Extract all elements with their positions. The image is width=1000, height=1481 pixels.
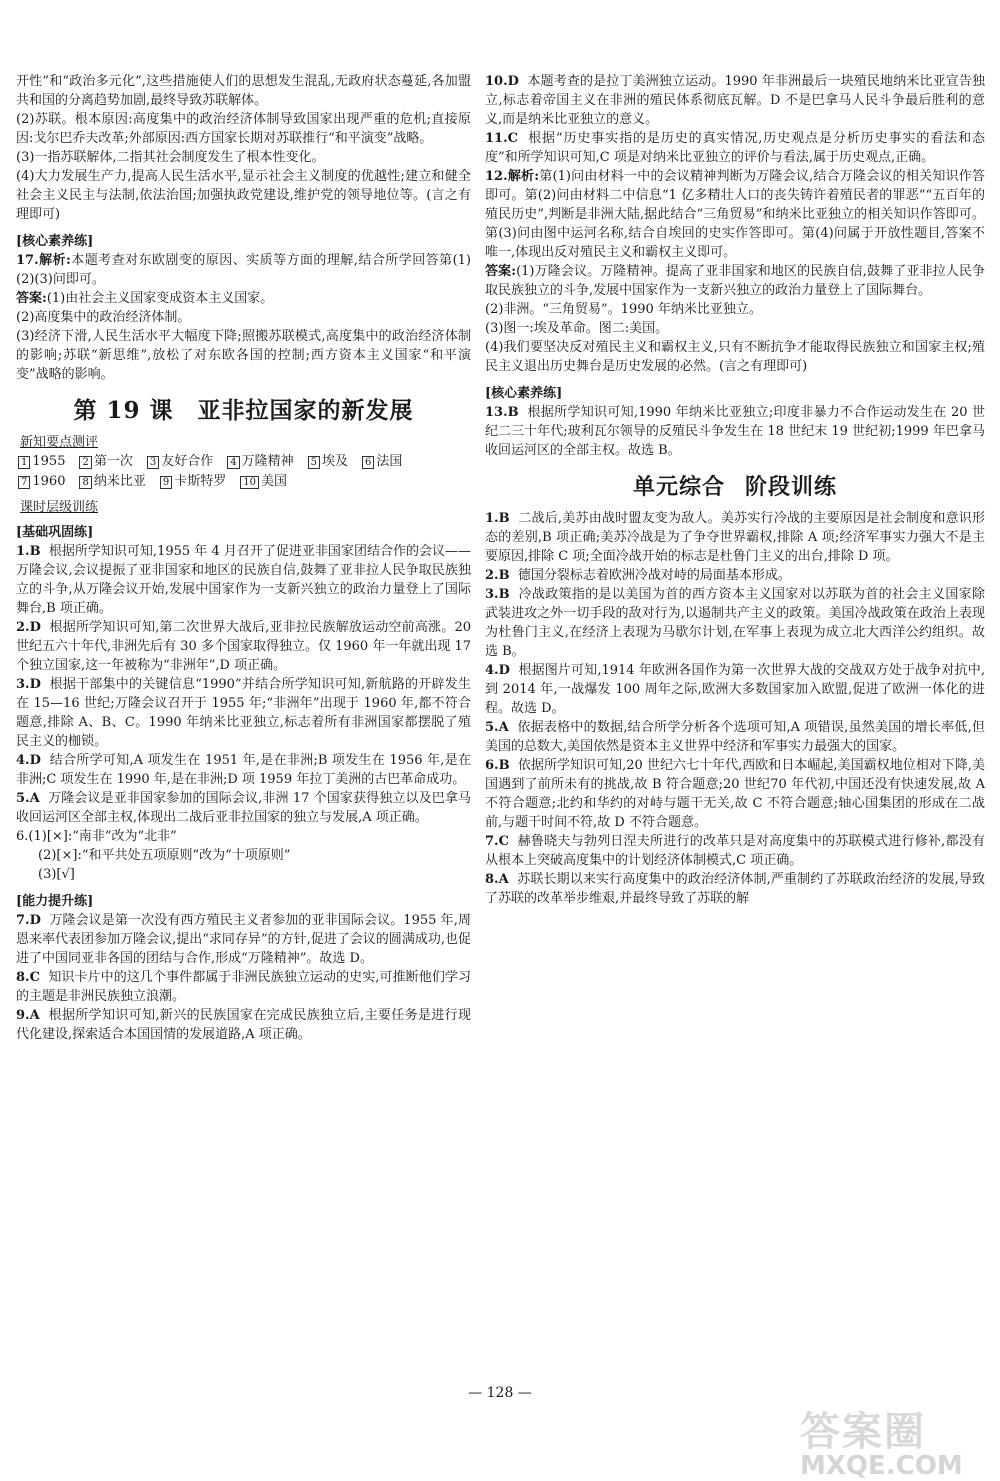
subsection-label: 课时层级训练: [20, 500, 99, 515]
paragraph: (2)苏联。根本原因:高度集中的政治经济体制导致国家出现严重的危机;直接原因:戈尔巴乔夫改革;外部原因:西方国家长期对苏联推行“和平演变”战略。: [16, 112, 471, 146]
question-item: 2.D 根据所学知识可知,第二次世界大战后,亚非拉民族解放运动空前高涨。20 世纪五六十年代,非洲先后有 30 多个国家取得独立。仅 1960 年一年就出现 17 个独立国家,这一年被称为“非洲年”,D 项正确。: [16, 620, 472, 673]
question-item: 4.D 结合所学可知,A 项发生在 1951 年,是在非洲;B 项发生在 1956 年,是在非洲;C 项发生在 1990 年,是在非洲;D 项 1959 年拉丁美洲的古巴革命成功。: [16, 753, 471, 787]
page-number: — 128 —: [468, 1385, 532, 1401]
keyword-item: 4 万隆精神: [227, 452, 293, 472]
unit-title: 单元综合 阶段训练: [632, 474, 838, 500]
keyword-item: 9 卡斯特罗: [160, 472, 226, 492]
keyword-item: 5 埃及: [308, 452, 348, 472]
answer-text: (1)由社会主义国家变成资本主义国家。: [46, 291, 274, 306]
question-item: 5.A 依据表格中的数据,结合所学分析各个选项可知,A 项错误,虽然美国的增长率低,但美国的总数大,美国依然是资本主义世界中经济和军事实力最强大的国家。: [485, 720, 985, 754]
keyword-item: 2 第一次: [79, 452, 132, 472]
question-text: 本题考查对东欧剧变的原因、实质等方面的理解,结合所学回答第(1)(2)(3)问即可。: [16, 253, 471, 287]
answer-line: (3)经济下滑,人民生活水平大幅度下降;照搬苏联模式,高度集中的政治经济体制的影响;苏联“新思维”,放松了对东欧各国的控制;西方资本主义国家“和平演变”战略的影响。: [16, 329, 471, 382]
lesson-name: 亚非拉国家的新发展: [197, 397, 414, 424]
answer-line: (2)非洲。“三角贸易”。1990 年纳米比亚独立。: [485, 302, 762, 317]
question-item: 9.A 根据所学知识可知,新兴的民族国家在完成民族独立后,主要任务是进行现代化建设,探索适合本国国情的发展道路,A 项正确。: [16, 1008, 472, 1042]
subsection-label: 新知要点测评: [20, 435, 99, 450]
answer-line: 答案:(1)万隆会议。万隆精神。提高了亚非国家和地区的民族自信,鼓舞了亚非拉人民争取民族独立的斗争,发展中国家作为一支新兴独立的政治力量登上了国际舞台。: [485, 264, 985, 298]
watermark-logo: [800, 1400, 990, 1481]
question-number: 17.: [16, 253, 39, 268]
keyword-item: 3 友好合作: [147, 452, 213, 472]
question-item: 7.D 万隆会议是第一次没有西方殖民主义者参加的亚非国际会议。1955 年,周恩来率代表团参加万隆会议,提出“求同存异”的方针,促进了会议的圆满成功,也促进了中国同亚非各国的团结与合作,形成“万隆精神”。故选 D。: [16, 913, 471, 966]
question-item: 8.C 知识卡片中的这几个事件都属于非洲民族独立运动的史实,可推断他们学习的主题是非洲民族独立浪潮。: [16, 970, 471, 1004]
question-item: 12.解析:第(1)问由材料一中的会议精神判断为万隆会议,结合万隆会议的相关知识作答即可。第(2)问由材料二中信息“1 亿多精壮人口的丧失铸许着殖民者的罪恶”“五百年的殖民历史”,判断是非洲大陆,据此结合“三角贸易”和纳米比亚独立的相关知识作答即可。第(3)问由图中运河名称,结合自埃回的史实作答即可。第(4)问属于开放性题目,答案不唯一,体现出反对殖民主义和霸权主义即可。: [485, 169, 985, 260]
paragraph: (3)一指苏联解体,二指其社会制度发生了根本性变化。: [16, 150, 325, 165]
question-item: 1.B 根据所学知识可知,1955 年 4 月召开了促进亚非国家团结合作的会议——万隆会议,会议提振了亚非国家和地区的民族自信,鼓舞了亚非拉人民争取民族独立的斗争,从万隆会议开始,发展中国家作为一支新兴独立的政治力量登上了国际舞台,B 项正确。: [16, 544, 472, 616]
left-column: [16, 72, 471, 1044]
question-item: (3)[√]: [38, 867, 75, 882]
question-item: 3.B 冷战政策指的是以美国为首的西方资本主义国家对以苏联为首的社会主义国家除武装进攻之外一切手段的敌对行为,以遏制共产主义的政策。美国冷战政策在政治上表现为杜鲁门主义,在经济上表现为马歇尔计划,在军事上表现为成立北大西洋公约组织。故选 B。: [485, 587, 985, 659]
question-item: 6.(1)[×]:“南非”改为“北非”: [16, 829, 177, 844]
section-label: [核心素养练]: [485, 386, 563, 401]
lesson-number: 第 19 课: [73, 397, 174, 424]
analysis-label: 解析:: [38, 253, 71, 268]
question-item: 3.D 根据干部集中的关键信息“1990”并结合所学知识可知,新航路的开辟发生在 15—16 世纪;万隆会议召开于 1955 年;“非洲年”出现于 1960 年,都不符合题意,排除 A、B、C。1990 年纳米比亚独立,标志着所有非洲国家都摆脱了殖民主义的枷锁。: [16, 677, 472, 749]
question-item: 7.C 赫鲁晓夫与勃列日涅夫所进行的改革只是对高度集中的苏联模式进行修补,都没有从根本上突破高度集中的计划经济体制模式,C 项正确。: [485, 834, 985, 868]
question-item: (2)[×]:“和平共处五项原则”改为“十项原则”: [38, 848, 291, 863]
keyword-item: 8 纳米比亚: [79, 472, 145, 492]
question-item: 13.B 根据所学知识可知,1990 年纳米比亚独立;印度非暴力不合作运动发生在 20 世纪二三十年代;玻利瓦尔领导的反殖民斗争发生在 18 世纪末 19 世纪初;1999 年巴拿马收回运河区的全部主权。故选 B。: [485, 405, 985, 458]
question-item: 6.B 依据所学知识可知,20 世纪六七十年代,西欧和日本崛起,美国霸权地位相对下降,美国遇到了前所未有的挑战,故 B 符合题意;20 世纪70 年代初,中国还没有快速发展,故 A 不符合题意;北约和华约的对峙与题干无关,故 C 不符合题意;轴心国集团的形成在二战前,与题干时间不符,故 D 不符合题意。: [485, 758, 985, 830]
section-label: [基础巩固练]: [16, 525, 94, 540]
keyword-item: 1 1955: [18, 452, 65, 472]
question-item: 11.C 根据“历史事实指的是历史的真实情况,历史观点是分析历史事实的看法和态度”和所学知识可知,C 项是对纳米比亚独立的评价与看法,属于历史观点,正确。: [485, 131, 985, 165]
watermark-url: MXQE.COM: [800, 1451, 963, 1481]
answer-line: (2)高度集中的政治经济体制。: [16, 310, 191, 325]
section-label: [核心素养练]: [16, 234, 94, 249]
question-item: 5.A 万隆会议是亚非国家参加的国际会议,非洲 17 个国家获得独立以及巴拿马收回运河区全部主权,体现出二战后亚非拉国家的独立与发展,A 项正确。: [16, 791, 471, 825]
right-column: [485, 72, 985, 908]
answer-line: (4)我们要坚决反对殖民主义和霸权主义,只有不断抗争才能取得民族独立和国家主权;殖民主义退出历史舞台是历史发展的必然。(言之有理即可): [485, 340, 985, 374]
question-item: 10.D 本题考查的是拉丁美洲独立运动。1990 年非洲最后一块殖民地纳米比亚宣告独立,标志着帝国主义在非洲的殖民体系彻底瓦解。D 不是巴拿马人民斗争最后胜利的意义,而是纳米比亚独立的意义。: [485, 74, 986, 127]
answer-label: 答案:: [16, 291, 47, 306]
question-item: 2.B 德国分裂标志着欧洲冷战对峙的局面基本形成。: [485, 568, 791, 583]
answer-line: [16, 289, 471, 308]
paragraph: (4)大力发展生产力,提高人民生活水平,显示社会主义制度的优越性;建立和健全社会主义民主与法制,依法治国;加强执政党建设,维护党的领导地位等。(言之有理即可): [16, 169, 471, 222]
paragraph: 开性”和“政治多元化”,这些措施使人们的思想发生混乱,无政府状态蔓延,各加盟共和国的分离趋势加剧,最终导致苏联解体。: [16, 74, 471, 108]
section-label: [能力提升练]: [16, 894, 94, 909]
lesson-title: [16, 392, 471, 425]
question-item: 1.B 二战后,美苏由战时盟友变为敌人。美苏实行冷战的主要原因是社会制度和意识形态的差别,B 项正确;美苏冷战是为了争夺世界霸权,排除 A 项;经济军事实力强大不是主要原因,排除 C 项;全面冷战开始的标志是杜鲁门主义的出台,排除 D 项。: [485, 511, 985, 564]
keyword-item: 7 1960: [18, 472, 65, 492]
answer-line: (3)图一:埃及革命。图二:美国。: [485, 321, 669, 336]
question-item: 8.A 苏联长期以来实行高度集中的政治经济体制,严重制约了苏联政治经济的发展,导致了苏联的改革举步维艰,并最终导致了苏联的解: [485, 872, 986, 906]
watermark-text: 答案圈: [800, 1409, 926, 1455]
keyword-list: [16, 452, 471, 492]
question-17: [16, 251, 471, 289]
keyword-item: 10 美国: [240, 472, 287, 492]
keyword-item: 6 法国: [362, 452, 402, 472]
question-item: 4.D 根据图片可知,1914 年欧洲各国作为第一次世界大战的交战双方处于战争对抗中,到 2014 年,一战爆发 100 周年之际,欧洲大多数国家加入欧盟,促进了欧洲一体化的进程。故选 D。: [485, 663, 986, 716]
